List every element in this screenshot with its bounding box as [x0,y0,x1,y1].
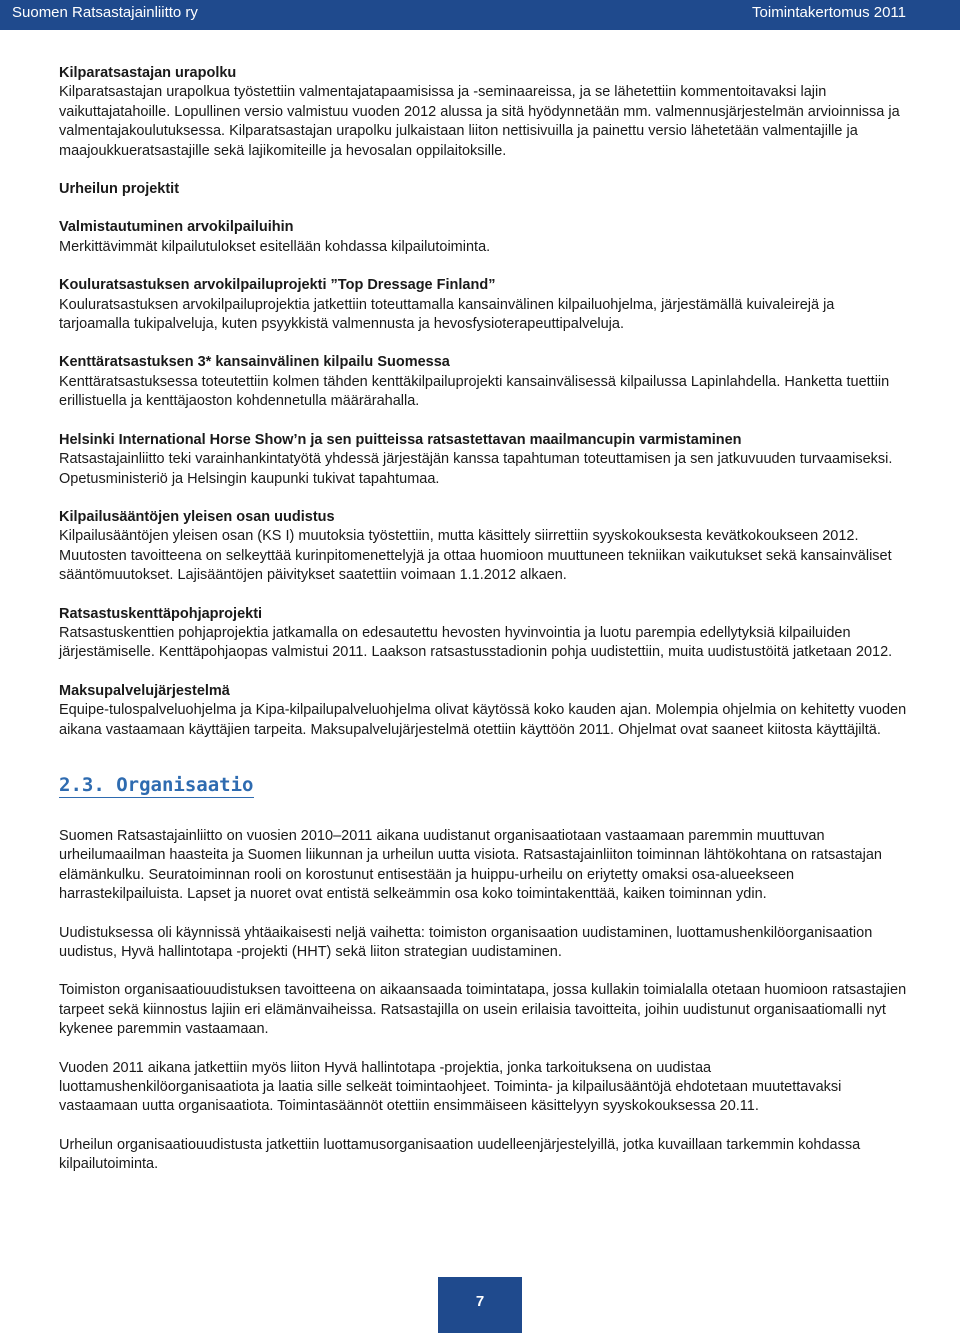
paragraph: Suomen Ratsastajainliitto on vuosien 2010–2011 aikana uudistanut organisaatiotaan vastaamaan paremmin muuttuvan urheilumaailman haasteita ja Suomen liikunnan ja urheilun uutta visiota. Ratsastajainliiton toiminnan lähtökohtana on ratsastajan elämänkulku. Seuratoiminnan rooli on korostunut entisestään ja huippu-urheilu on eriytetty omaksi osa-alueekseen harrastekilpailuista. Lapset ja nuoret ovat entistä selkeämmin osa koko toimintakenttää, kaiken toiminnan ydin. [59,827,882,903]
paragraph: Urheilun organisaatiouudistusta jatkettiin luottamusorganisaation uudelleenjärjestelyillä, jotka kuvaillaan tarkemmin kohdassa kilpailutoiminta. [59,1136,861,1173]
section-kilparatsastajan-urapolku [59,64,907,161]
chapter-number: 2.3. [59,773,105,796]
page-header [0,0,960,30]
section-title: Kilparatsastajan urapolku [59,65,237,81]
paragraph: Toimiston organisaatiouudistuksen tavoitteena on aikaansaada toimintatapa, jossa kullakin toimialalla otetaan huomioon ratsastajien tarpeet sekä kiinnostus lajiin eri elämänvaiheissa. Ratsastajilla on usein erilaisia tavoitteita, joihin uudistunut organisaatiomalli nyt kykenee paremmin vastaamaan. [59,982,907,1038]
section-title: Urheilun projektit [59,181,180,198]
section-title: Valmistautuminen arvokilpailuihin [59,219,294,236]
section-text: Kouluratsastuksen arvokilpailuprojektia jatkettiin toteuttamalla kansainvälinen kilpailuohjelma, järjestämällä kuivaleirejä ja tarjoamalla tukipalveluja, kuten psyykkistä valmennusta ja hevosfysioterapeuttipalveluja. [59,296,835,333]
section-urheilun-projektit [59,180,907,218]
section-helsinki-horse-show [59,431,907,489]
section-title: Kilpailusääntöjen yleisen osan uudistus [59,508,335,525]
section-title: Helsinki International Horse Show’n ja sen puitteissa ratsastettavan maailmancupin varmistaminen [59,431,742,448]
section-title: Ratsastuskenttäpohjaprojekti [59,605,263,622]
chapter-heading-text [59,774,254,798]
section-text: Kenttäratsastuksessa toteutettiin kolmen tähden kenttäkilpailuprojekti kansainvälisessä kilpailussa Lapinlahdella. Hanketta tuettiin erillistuella ja kenttäjaoston kohdennetulla määrärahalla. [59,373,890,410]
section-text: Merkittävimmät kilpailutulokset esitellään kohdassa kilpailutoiminta. [59,238,491,255]
section-text: Kilpailusääntöjen yleisen osan (KS I) muutoksia työstettiin, mutta käsittely siirrettiin syyskokouksesta kevätkokoukseen 2012. Muutosten tavoitteena on selkeyttää kurinpitomenettelyjä ja ottaa huomioon muuttuneen tekniikan vaikutukset sekä kansainväliset sääntömuutokset. Lajisääntöjen päivitykset saatettiin voimaan 1.1.2012 alkaen. [59,528,892,584]
chapter-title: Organisaatio [116,773,254,796]
section-text: Ratsastajainliitto teki varainhankintatyötä yhdessä järjestäjän kanssa tapahtuman toteuttamisen ja sen jatkuvuuden turvaamiseksi. Opetusministeriö ja Helsingin kaupunki tukivat tapahtumaa. [59,451,893,487]
header-organization: Suomen Ratsastajainliitto ry [12,4,198,21]
section-maksupalvelu [59,682,907,740]
header-report-title: Toimintakertomus 2011 [752,4,906,21]
page-number: 7 [438,1277,522,1333]
paragraph: Vuoden 2011 aikana jatkettiin myös liiton Hyvä hallintotapa -projektia, jonka tarkoituksena on uudistaa luottamushenkilöorganisaatiota ja laatia sille selkeät toimintaohjeet. Toiminta- ja kilpailusääntöjä ehdotetaan muutettavaksi vastaamaan uutta organisaatiota. Toimintasäännöt otettiin ensimmäiseen käsittelyyn syyskokouksessa 20.11. [59,1059,842,1115]
spacer [59,199,907,218]
section-text: Ratsastuskenttien pohjaprojektia jatkamalla on edesautettu hevosten hyvinvointia ja luotu parempia edellytyksiä kilpailuiden järjestämiselle. Kenttäpohjaopas valmistui 2011. Laakson ratsastusstadionin pohja uudistettiin, muita uudistustöitä jatketaan 2012. [59,624,893,661]
section-title: Kenttäratsastuksen 3* kansainvälinen kilpailu Suomessa [59,354,450,371]
section-ratsastuskenttapohja [59,605,907,663]
section-kenttaratsastus [59,353,907,411]
section-kilpailusaannot [59,508,907,586]
section-valmistautuminen [59,218,907,257]
paragraph: Uudistuksessa oli käynnissä yhtäaikaisesti neljä vaihetta: toimiston organisaation uudistaminen, luottamushenkilöorganisaation uudistus, Hyvä hallintotapa -projekti (HHT) sekä liiton strategian uudistaminen. [59,924,873,960]
section-title: Kouluratsastuksen arvokilpailuprojekti ”Top Dressage Finland” [59,277,496,294]
page-content [59,64,907,1175]
chapter-heading [59,774,907,796]
section-title: Maksupalvelujärjestelmä [59,682,230,699]
section-text: Equipe-tulospalveluohjelma ja Kipa-kilpailupalveluohjelma olivat käytössä koko kauden ajan. Molempia ohjelmia on kehitetty vuoden aikana vastaamaan käyttäjien tarpeita. Maksupalvelujärjestelmä otettiin käyttöön 2011. Ohjelmat ovat saaneet kiitosta käyttäjiltä. [59,702,907,738]
section-top-dressage-finland [59,276,907,334]
section-text: Kilparatsastajan urapolkua työstettiin valmentajatapaamisissa ja -seminaareissa, ja se lähetettiin kommentoitavaksi lajin vaikuttajatahoille. Lopullinen versio valmistuu vuoden 2012 alussa ja sitä hyödynnetään mm. valmennusjärjestelmän arvioinnissa ja valmentajakoulutuksessa. Kilparatsastajan urapolku julkaistaan liiton nettisivuilla ja painettu versio lähetetään valmentajille ja maajoukkueratsastajille sekä lajikomiteille ja hevosalan oppilaitoksille. [59,84,900,159]
